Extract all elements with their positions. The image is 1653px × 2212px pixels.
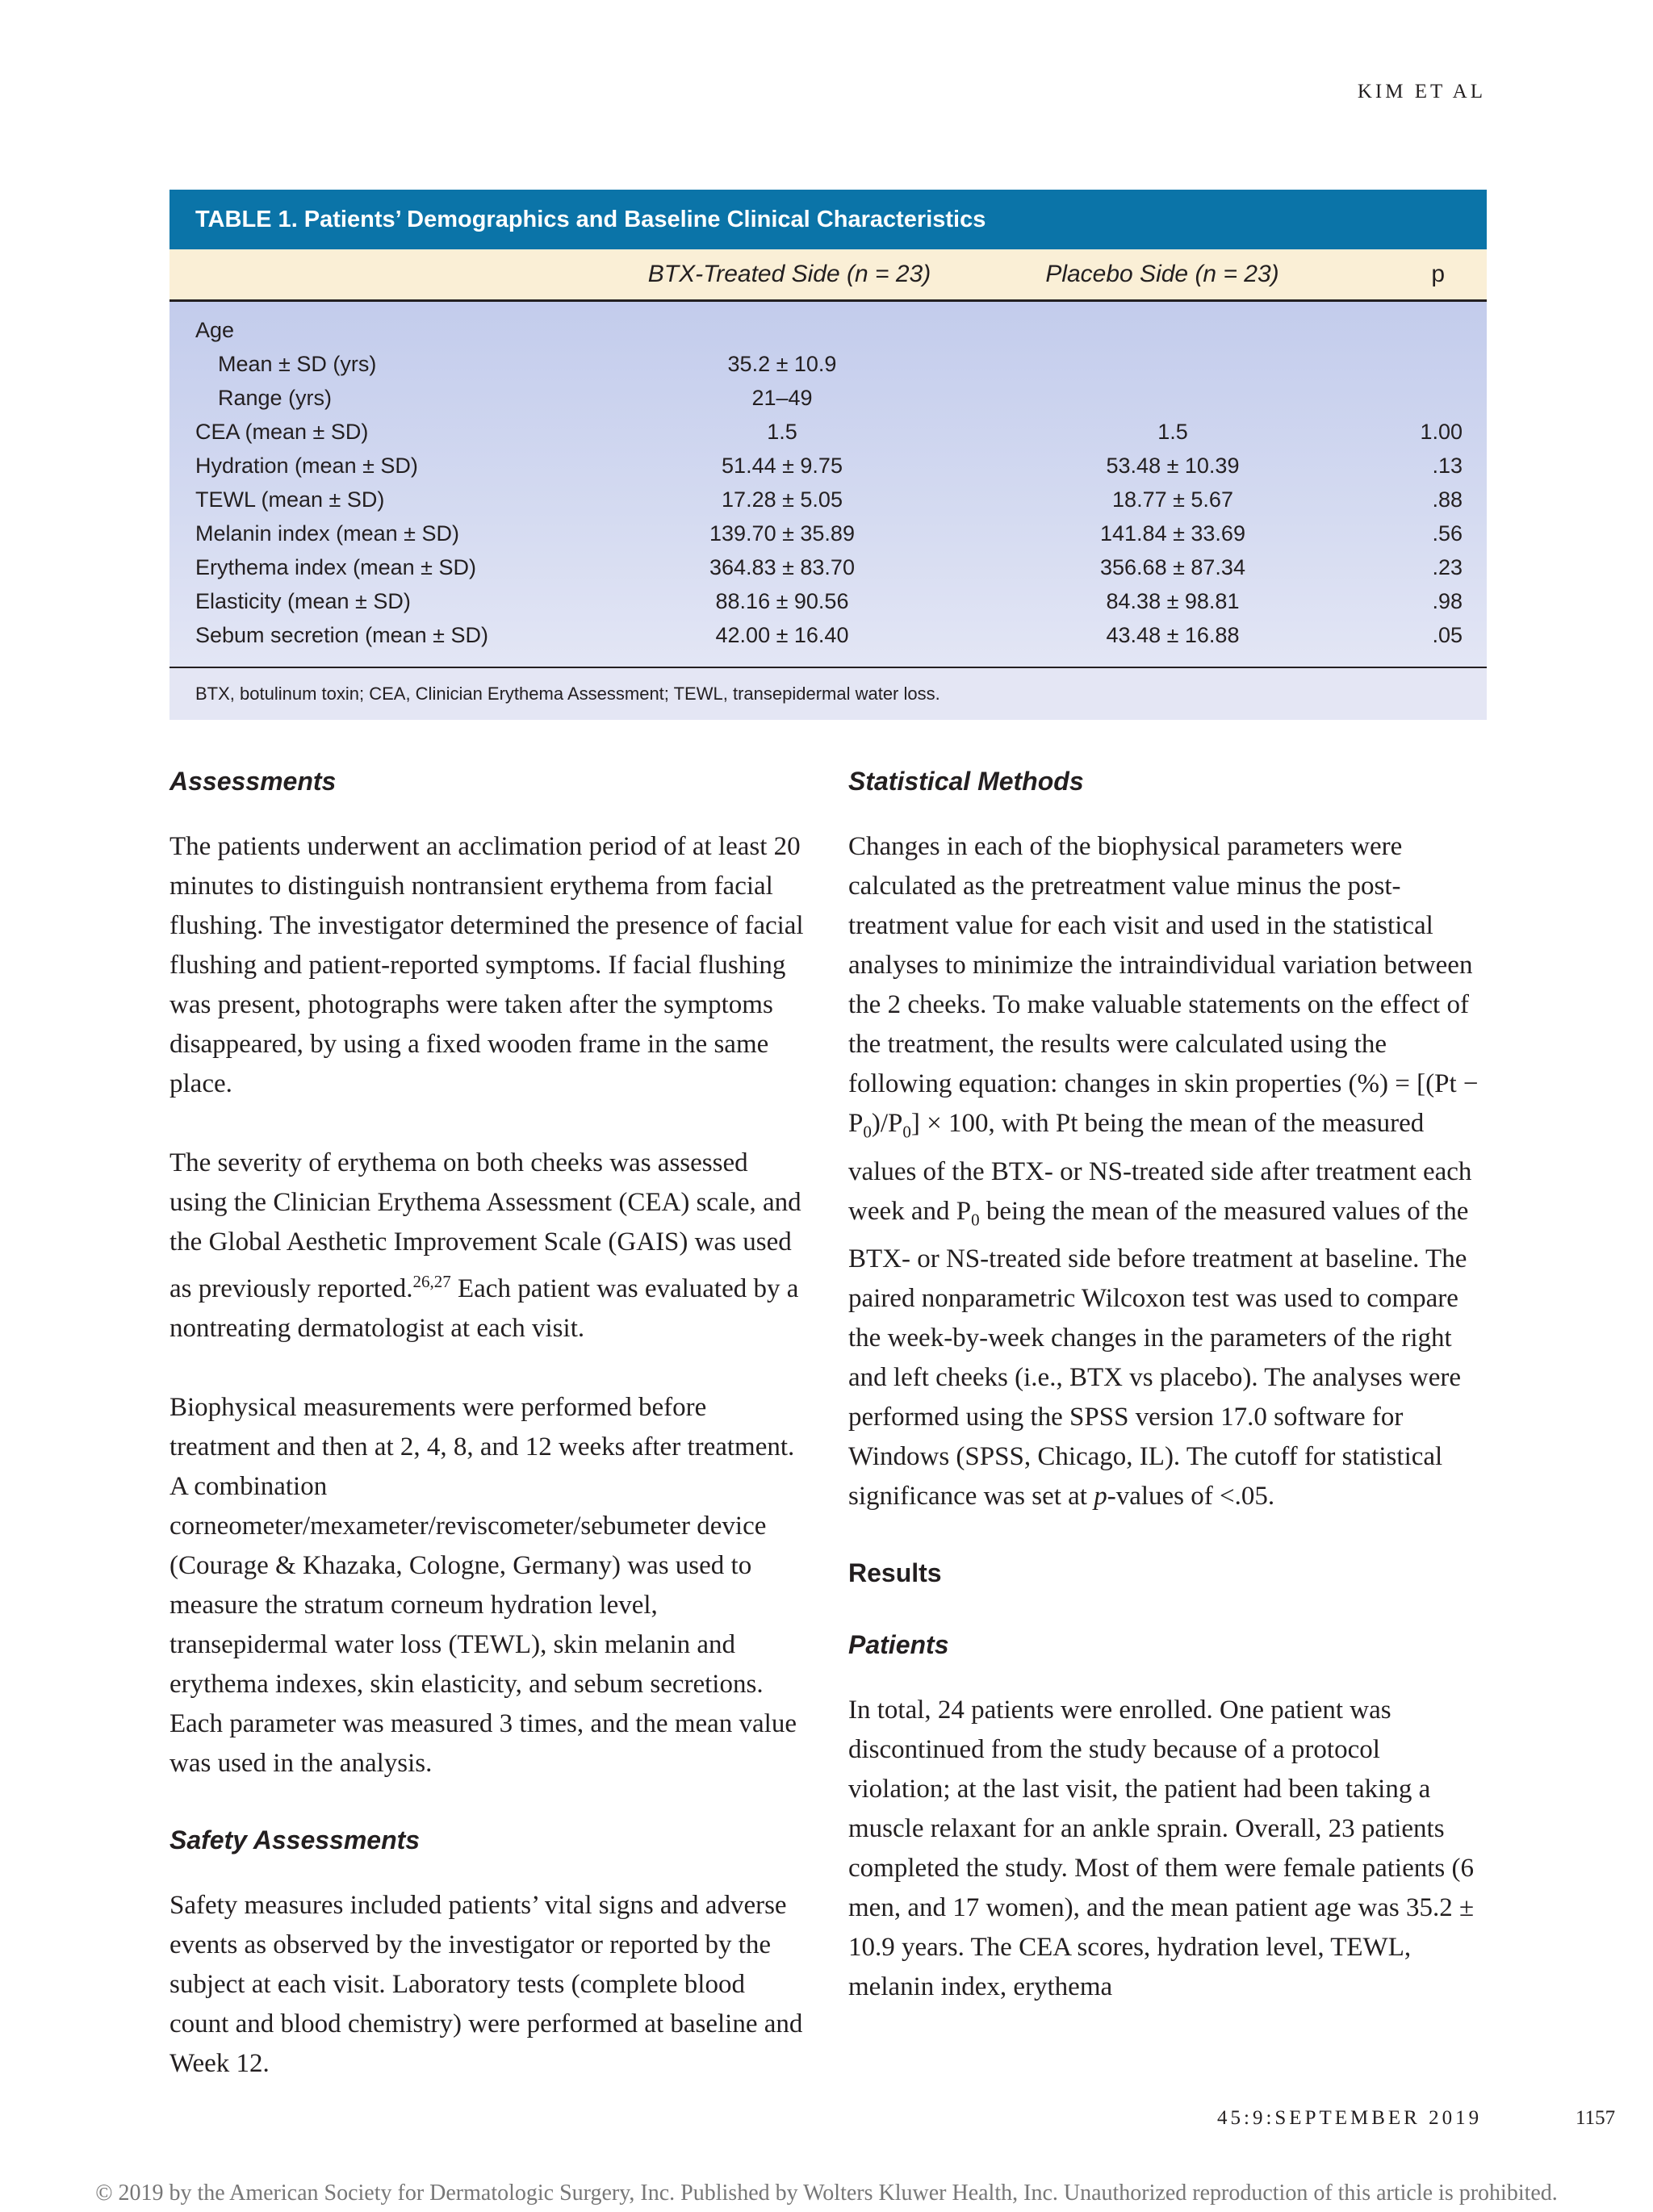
cell-placebo: 53.48 ± 10.39	[1106, 454, 1240, 478]
cell-placebo: 356.68 ± 87.34	[1100, 555, 1245, 579]
subscript: 0	[902, 1122, 911, 1142]
header-btx: BTX-Treated Side (n = 23)	[647, 261, 931, 287]
heading-patients: Patients	[848, 1630, 949, 1660]
table-row	[169, 483, 1487, 516]
table-row	[169, 516, 1487, 550]
cell-p: .23	[1432, 555, 1463, 579]
paragraph-text: -values of <.05.	[1107, 1482, 1275, 1512]
paragraph-text: ] × 100, with Pt being the mean of the measured values of the BTX- or NS-treated side after treatment each week and P	[848, 1109, 1472, 1226]
row-label: Erythema index (mean ± SD)	[195, 555, 476, 579]
header-p: p	[1431, 261, 1445, 287]
row-label: Mean ± SD (yrs)	[218, 352, 377, 376]
row-label: Sebum secretion (mean ± SD)	[195, 623, 488, 647]
heading-assessments: Assessments	[169, 767, 337, 796]
citation-superscript: 26,27	[412, 1272, 451, 1291]
header-placebo: Placebo Side (n = 23)	[1045, 261, 1279, 287]
row-label: Melanin index (mean ± SD)	[195, 521, 459, 546]
issue-info: 45:9:SEPTEMBER 2019	[1217, 2107, 1483, 2129]
paragraph-patients: In total, 24 patients were enrolled. One patient was discontinued from the study because of a protocol violation; at the last visit, the patient had been taking a muscle relaxant for an ankle sprain. Overall, 23 patients completed the study. Most of them were female patients (6 men, and 17 women), and the mean patient age was 35.2 ± 10.9 years. The CEA scores, hydration level, TEWL, melanin index, erythema	[848, 1696, 1475, 2002]
table-1	[169, 190, 1487, 720]
cell-btx: 35.2 ± 10.9	[727, 352, 837, 376]
paragraph-statistics	[848, 827, 1486, 1516]
paragraph-text: The severity of erythema on both cheeks was assessed using the Clinician Erythema Assessment (CEA) scale, and the Global Aesthetic Improvement Scale (GAIS) was used as previously reported.	[169, 1148, 801, 1303]
cell-btx: 88.16 ± 90.56	[715, 589, 849, 613]
running-head: KIM ET AL	[1357, 81, 1486, 102]
cell-placebo: 43.48 ± 16.88	[1106, 623, 1240, 647]
row-label: Hydration (mean ± SD)	[195, 454, 418, 478]
cell-btx: 42.00 ± 16.40	[715, 623, 849, 647]
heading-safety: Safety Assessments	[169, 1825, 421, 1854]
paragraph-text: being the mean of the measured values of the BTX- or NS-treated side before treatment at baseline. The paired nonparametric Wilcoxon test was used to compare the week-by-week changes in the parameters of the right and left cheeks (i.e., BTX vs placebo). The analyses were performed using the SPSS version 17.0 software for Windows (SPSS, Chicago, IL). The cutoff for statistical significance was set at	[848, 1196, 1469, 1512]
heading-results: Results	[848, 1558, 942, 1588]
row-label: Elasticity (mean ± SD)	[195, 589, 411, 613]
cell-p: .05	[1432, 623, 1463, 647]
paragraph-text: Changes in each of the biophysical parameters were calculated as the pretreatment value minus the post-treatment value for each visit and used in the statistical analyses to minimize the intraindividual variation between the 2 cheeks. To make valuable statements on the effect of the treatment, the results were calculated using the following equation: changes in skin properties (%) = [(Pt − P	[848, 832, 1479, 1138]
table-row	[169, 347, 1487, 381]
subscript: 0	[971, 1210, 980, 1230]
subscript: 0	[863, 1122, 872, 1142]
table-row	[169, 313, 1487, 347]
row-label: Range (yrs)	[218, 386, 333, 410]
table-row	[169, 381, 1487, 415]
cell-p: .88	[1432, 487, 1463, 512]
table-row	[169, 449, 1487, 483]
cell-p: .13	[1432, 454, 1463, 478]
row-label: TEWL (mean ± SD)	[195, 487, 385, 512]
right-column	[848, 767, 1486, 2007]
paragraph-text: Each patient was evaluated by a nontreating dermatologist at each visit.	[169, 1274, 799, 1343]
cell-p: 1.00	[1420, 420, 1463, 444]
table-row	[169, 550, 1487, 584]
paragraph-erythema-severity	[169, 1144, 807, 1349]
table-footnote: BTX, botulinum toxin; CEA, Clinician Erythema Assessment; TEWL, transepidermal water loss.	[169, 667, 1487, 720]
cell-btx: 1.5	[767, 420, 797, 444]
table-row	[169, 584, 1487, 618]
paragraph-acclimation: The patients underwent an acclimation period of at least 20 minutes to distinguish nontransient erythema from facial flushing. The investigator determined the presence of facial flushing and patient-reported symptoms. If facial flushing was present, photographs were taken after the symptoms disappeared, by using a fixed wooden frame in the same place.	[169, 832, 804, 1098]
cell-placebo: 141.84 ± 33.69	[1100, 521, 1245, 546]
cell-btx: 364.83 ± 83.70	[709, 555, 855, 579]
page-number: 1157	[1576, 2107, 1616, 2129]
table-row	[169, 618, 1487, 652]
cell-placebo: 1.5	[1157, 420, 1188, 444]
cell-btx: 51.44 ± 9.75	[722, 454, 843, 478]
cell-btx: 139.70 ± 35.89	[709, 521, 855, 546]
table-body	[169, 302, 1487, 667]
cell-btx: 17.28 ± 5.05	[722, 487, 843, 512]
cell-p: .98	[1432, 589, 1463, 613]
paragraph-safety: Safety measures included patients’ vital signs and adverse events as observed by the investigator or reported by the subject at each visit. Laboratory tests (complete blood count and blood chemistry) were performed at baseline and Week 12.	[169, 1891, 803, 2078]
table-header-row	[169, 249, 1487, 302]
cell-placebo: 84.38 ± 98.81	[1106, 589, 1240, 613]
paragraph-text: )/P	[871, 1109, 903, 1138]
table-title: TABLE 1. Patients’ Demographics and Baseline Clinical Characteristics	[169, 190, 1487, 249]
cell-placebo: 18.77 ± 5.67	[1112, 487, 1233, 512]
cell-p: .56	[1432, 521, 1463, 546]
table-row	[169, 415, 1487, 449]
left-column	[169, 767, 807, 2084]
italic-p: p	[1094, 1482, 1107, 1512]
paragraph-biophysical: Biophysical measurements were performed before treatment and then at 2, 4, 8, and 12 weeks after treatment. A combination corneometer/mexameter/reviscometer/sebumeter device (Courage & Khazaka, Cologne, Germany) was used to measure the stratum corneum hydration level, transepidermal water loss (TEWL), skin melanin and erythema indexes, skin elasticity, and sebum secretions. Each parameter was measured 3 times, and the mean value was used in the analysis.	[169, 1393, 797, 1778]
row-label: CEA (mean ± SD)	[195, 420, 369, 444]
cell-btx: 21–49	[751, 386, 813, 410]
heading-statistical-methods: Statistical Methods	[848, 767, 1084, 796]
copyright-notice: © 2019 by the American Society for Dermatologic Surgery, Inc. Published by Wolters Kluwer Health, Inc. Unauthorized reproduction of this article is prohibited.	[95, 2181, 1558, 2206]
row-label: Age	[195, 318, 235, 342]
